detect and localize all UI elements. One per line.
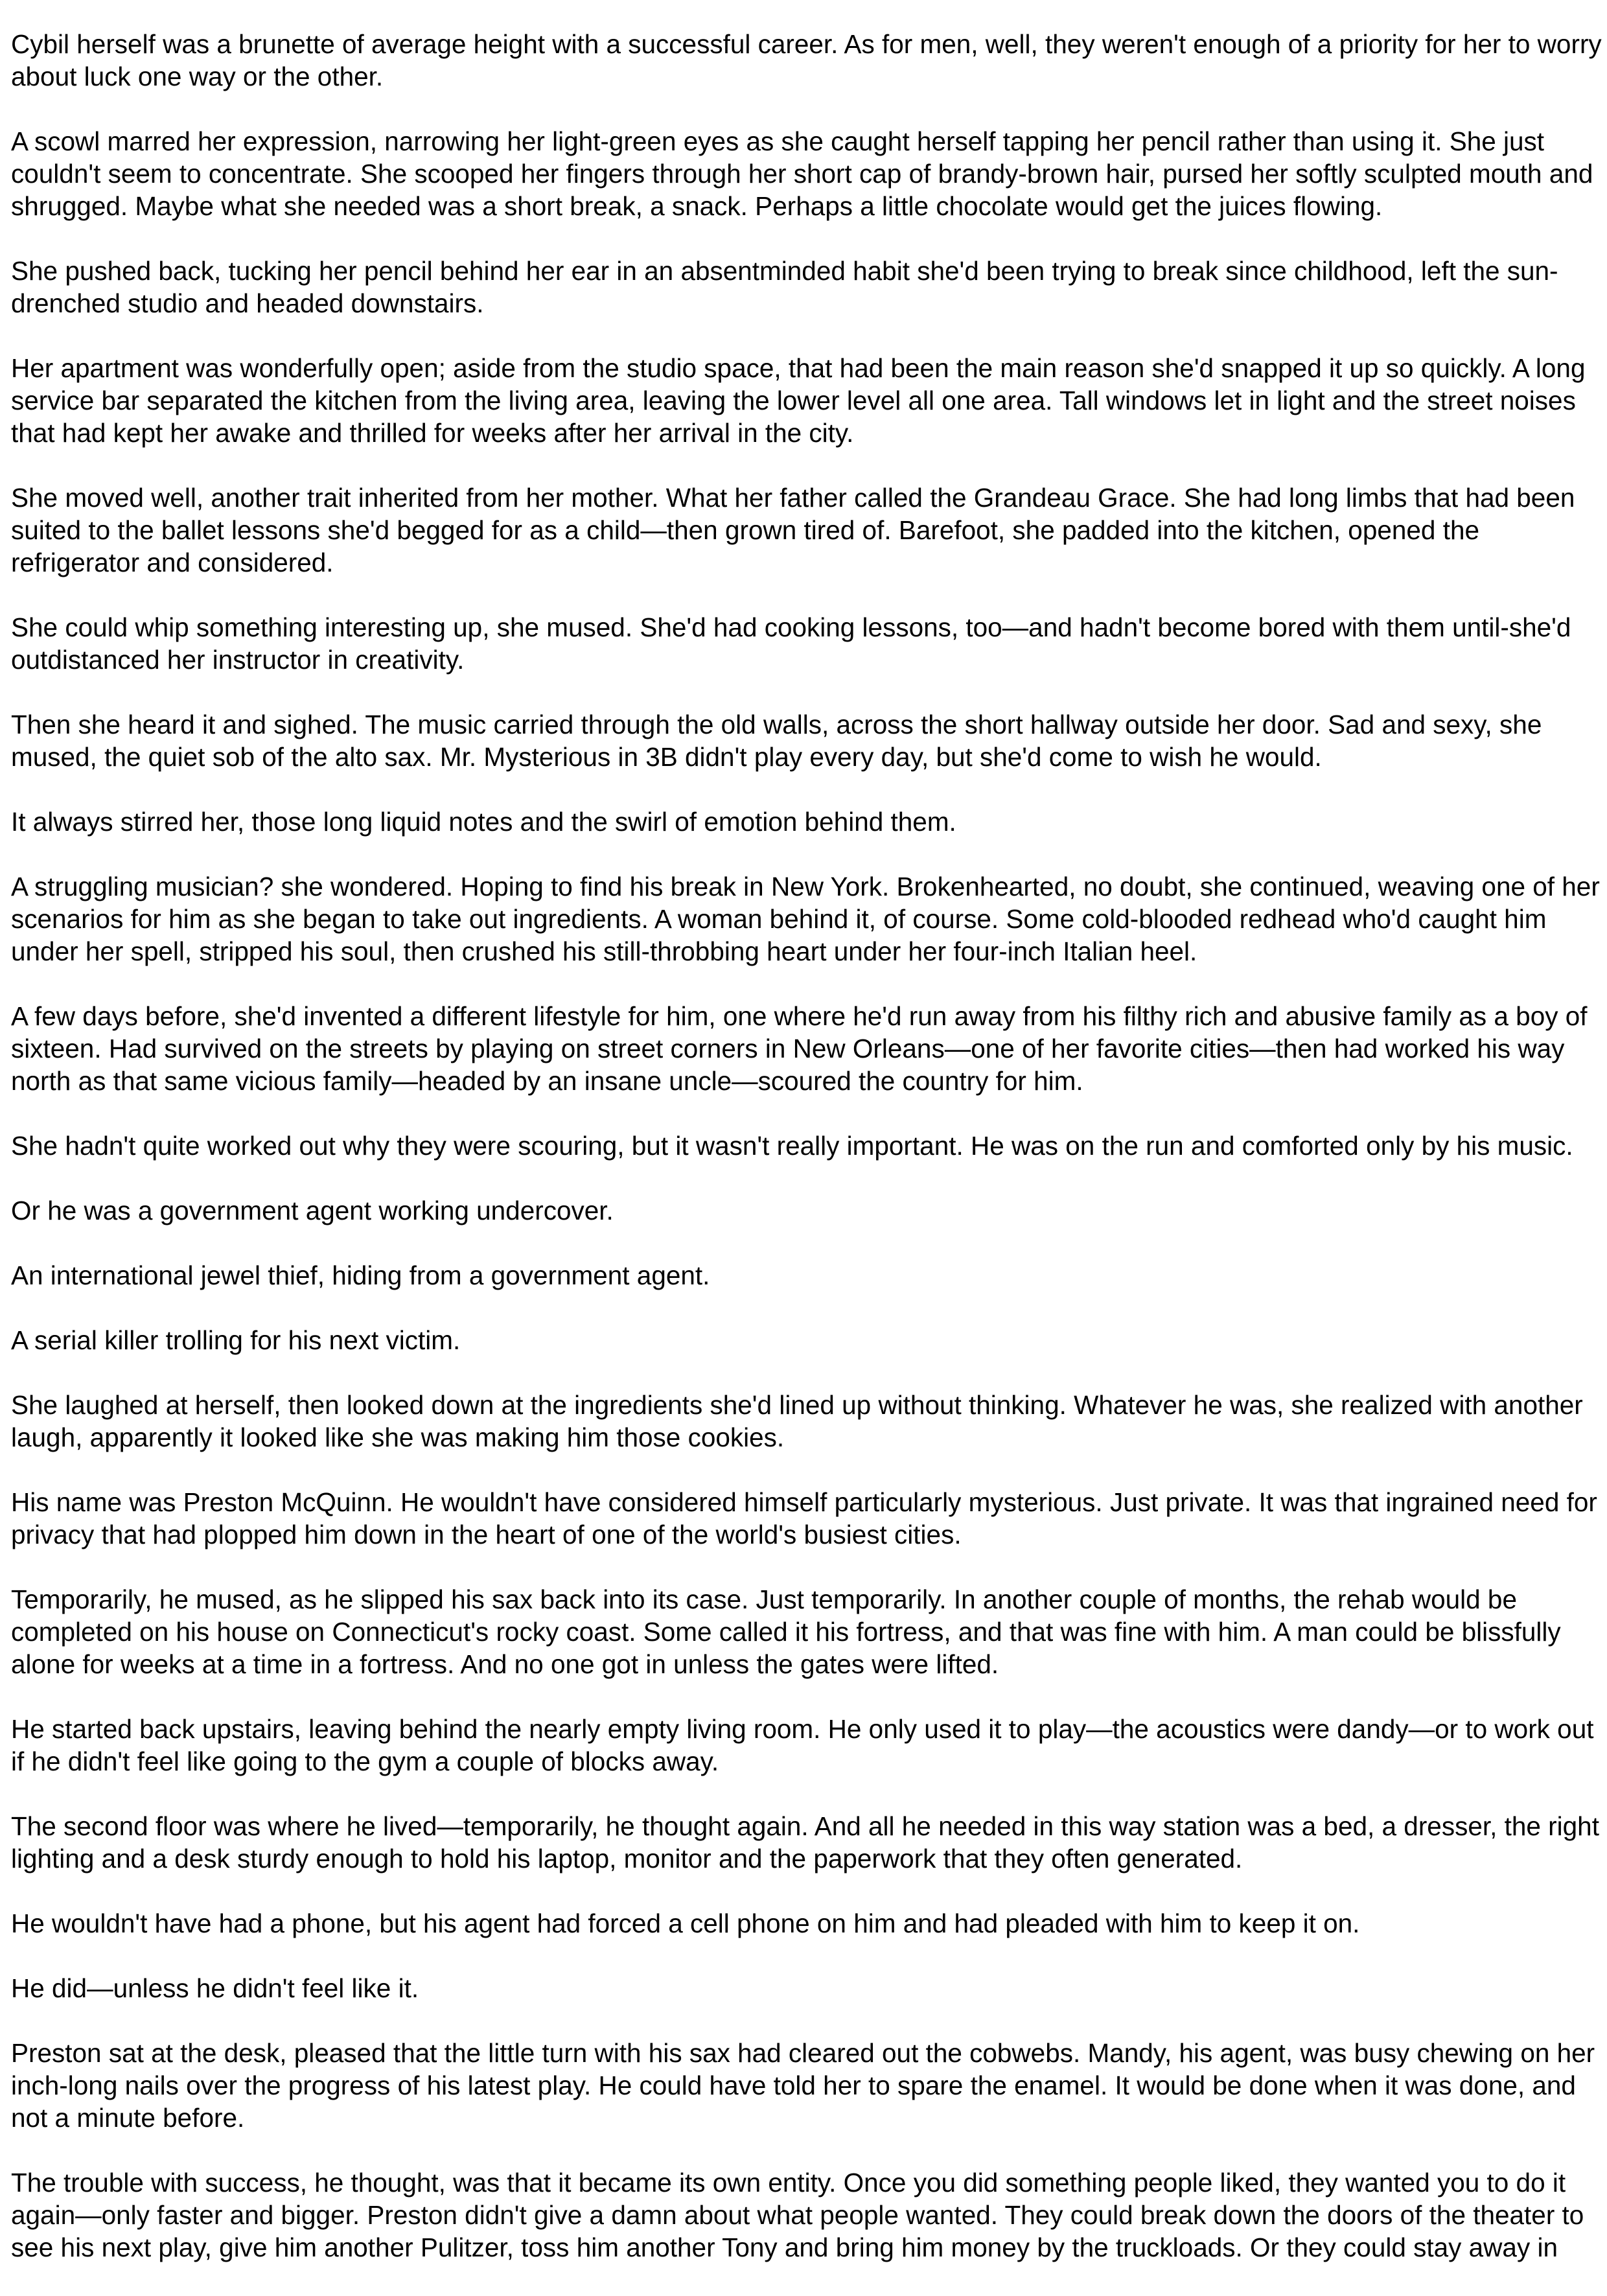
paragraph: A scowl marred her expression, narrowing her light-green eyes as she caught herself tapping her pencil rather than using it. She just couldn't seem to concentrate. She scooped her fingers through her short cap of brandy-brown hair, pursed her softly sculpted mouth and shrugged. Maybe what she needed was a short break, a snack. Perhaps a little chocolate would get the juices flowing. (11, 126, 1593, 221)
paragraph: The second floor was where he lived—temporarily, he thought again. And all he needed in this way station was a bed, a dresser, the right lighting and a desk sturdy enough to hold his laptop, monitor and the paperwork that they often generated. (11, 1811, 1599, 1873)
paragraph: She moved well, another trait inherited from her mother. What her father called the Grandeau Grace. She had long limbs that had been suited to the ballet lessons she'd begged for as a child—then grown tired of. Barefoot, she padded into the kitchen, opened the refrigerator and considered. (11, 483, 1575, 577)
paragraph: He started back upstairs, leaving behind the nearly empty living room. He only used it to play—the acoustics were dandy—or to work out if he didn't feel like going to the gym a couple of blocks away. (11, 1714, 1594, 1776)
paragraph: Her apartment was wonderfully open; aside from the studio space, that had been the main reason she'd snapped it up so quickly. A long service bar separated the kitchen from the living area, leaving the lower level all one area. Tall windows let in light and the street noises that had kept her awake and thrilled for weeks after her arrival in the city. (11, 353, 1586, 448)
paragraph: His name was Preston McQuinn. He wouldn't have considered himself particularly mysterious. Just private. It was that ingrained need for privacy that had plopped him down in the heart of one of the world's busiest cities. (11, 1487, 1597, 1549)
paragraph: She could whip something interesting up, she mused. She'd had cooking lessons, too—and hadn't become bored with them until-she'd outdistanced her instructor in creativity. (11, 612, 1571, 675)
paragraph: The trouble with success, he thought, was that it became its own entity. Once you did something people liked, they wanted you to do it again—only faster and bigger. Preston didn't give a damn about what people wanted. They could break down the doors of the theater to see his next play, give him another Pulitzer, toss him another Tony and bring him money by the truckloads. Or they could stay away in (11, 2168, 1584, 2262)
paragraph: A serial killer trolling for his next victim. (11, 1325, 461, 1355)
paragraph: She laughed at herself, then looked down at the ingredients she'd lined up without thinking. Whatever he was, she realized with another laugh, apparently it looked like she was making him those cookies. (11, 1390, 1583, 1452)
paragraph: She pushed back, tucking her pencil behind her ear in an absentminded habit she'd been trying to break since childhood, left the sun-drenched studio and headed downstairs. (11, 256, 1558, 318)
paragraph: A struggling musician? she wondered. Hoping to find his break in New York. Brokenhearted, no doubt, she continued, weaving one of her scenarios for him as she began to take out ingredients. A woman behind it, of course. Some cold-blooded redhead who'd caught him under her spell, stripped his soul, then crushed his still-throbbing heart under her four-inch Italian heel. (11, 872, 1600, 966)
paragraph: Temporarily, he mused, as he slipped his sax back into its case. Just temporarily. In another couple of months, the rehab would be completed on his house on Connecticut's rocky coast. Some called it his fortress, and that was fine with him. A man could be blissfully alone for weeks at a time in a fortress. And no one got in unless the gates were lifted. (11, 1584, 1561, 1679)
paragraph: A few days before, she'd invented a different lifestyle for him, one where he'd run away from his filthy rich and abusive family as a boy of sixteen. Had survived on the streets by playing on street corners in New Orleans—one of her favorite cities—then had worked his way north as that same vicious family—headed by an insane uncle—scoured the country for him. (11, 1001, 1588, 1096)
paragraph: Cybil herself was a brunette of average height with a successful career. As for men, well, they weren't enough of a priority for her to worry about luck one way or the other. (11, 29, 1602, 91)
paragraph: She hadn't quite worked out why they were scouring, but it wasn't really important. He was on the run and comforted only by his music. (11, 1131, 1573, 1161)
paragraph: He wouldn't have had a phone, but his agent had forced a cell phone on him and had pleaded with him to keep it on. (11, 1908, 1360, 1938)
paragraph: Preston sat at the desk, pleased that the little turn with his sax had cleared out the cobwebs. Mandy, his agent, was busy chewing on her inch-long nails over the progress of his latest play. He could have told her to spare the enamel. It would be done when it was done, and not a minute before. (11, 2038, 1595, 2133)
paragraph: He did—unless he didn't feel like it. (11, 1973, 419, 2003)
paragraph: It always stirred her, those long liquid notes and the swirl of emotion behind them. (11, 807, 956, 837)
document-page (11, 28, 1602, 2296)
paragraph: Then she heard it and sighed. The music carried through the old walls, across the short hallway outside her door. Sad and sexy, she mused, the quiet sob of the alto sax. Mr. Mysterious in 3B didn't play every day, but she'd come to wish he would. (11, 710, 1542, 772)
paragraph: Or he was a government agent working undercover. (11, 1196, 614, 1225)
paragraph: An international jewel thief, hiding from a government agent. (11, 1260, 710, 1290)
